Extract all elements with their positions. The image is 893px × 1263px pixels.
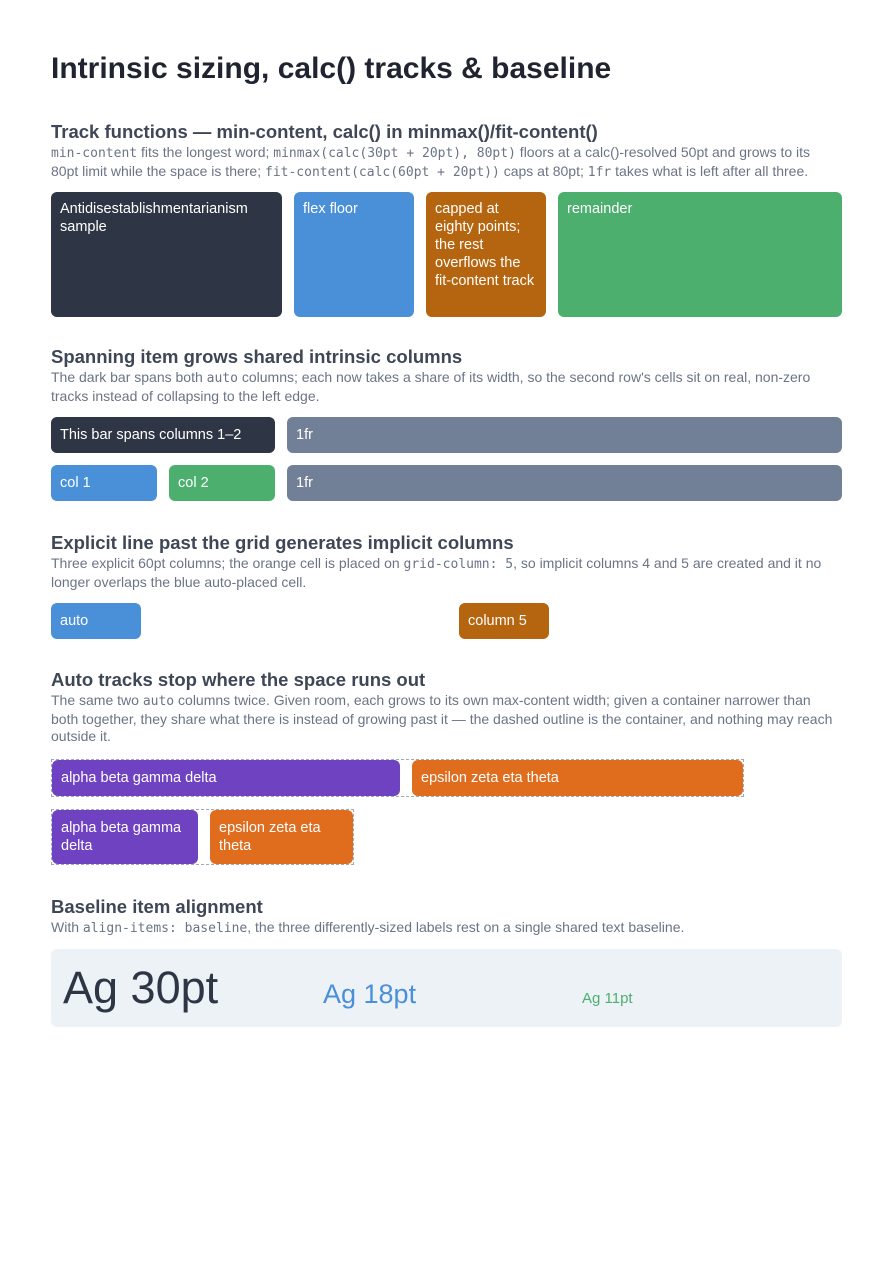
fr-cell-2: 1fr <box>287 465 842 501</box>
spanning-bar: This bar spans columns 1–2 <box>51 417 275 453</box>
col-1-cell: col 1 <box>51 465 157 501</box>
section-heading-auto-tracks: Auto tracks stop where the space runs out <box>51 669 426 690</box>
inline-code: min-content <box>51 146 138 161</box>
section-heading-track-functions: Track functions — min-content, calc() in minmax()/fit-content() <box>51 121 598 142</box>
desc-text: columns; each now takes a share of its width, so the second row's cells sit on real, non-zero tracks instead of collapsing to the left edge. <box>51 369 811 404</box>
inline-code: align-items: baseline <box>82 920 248 936</box>
desc-text: With <box>51 918 83 935</box>
section-heading-implicit: Explicit line past the grid generates implicit columns <box>51 532 514 553</box>
spanning-grid-row-1 <box>51 417 842 453</box>
baseline-label-30pt: Ag 30pt <box>63 962 219 1013</box>
spanning-grid-row-2 <box>51 465 842 501</box>
min-content-cell: Antidisestablishmentarianism sample <box>51 192 282 317</box>
fr-cell-1: 1fr <box>287 417 842 453</box>
desc-text: caps at 80pt; <box>499 162 588 179</box>
spanning-grid <box>51 417 842 501</box>
desc-text: floors at a calc()-resolved 50pt and grows to its 80pt limit while the space is there; <box>51 144 811 179</box>
desc-text: , the three differently-sized labels rest on a single shared text baseline. <box>247 918 685 935</box>
desc-text: fits the longest word; <box>137 144 274 160</box>
desc-text: Three explicit 60pt columns; the orange cell is placed on <box>51 555 404 571</box>
auto-placed-cell: auto <box>51 603 141 639</box>
baseline-label-11pt: Ag 11pt <box>582 990 633 1007</box>
section-desc-baseline <box>51 919 841 938</box>
inline-code: fit-content(calc(60pt + 20pt)) <box>265 164 500 180</box>
page-title: Intrinsic sizing, calc() tracks & baseline <box>51 52 612 85</box>
epsilon-cell-wide: epsilon zeta eta theta <box>412 760 743 796</box>
inline-code: minmax(calc(30pt + 20pt), 80pt) <box>273 146 516 161</box>
narrow-container <box>51 809 354 865</box>
desc-text: takes what is left after all three. <box>611 162 809 179</box>
flex-floor-cell: flex floor <box>294 192 414 317</box>
track-functions-grid <box>51 192 842 317</box>
desc-text: The same two <box>51 692 143 708</box>
alpha-cell-wide: alpha beta gamma delta <box>52 760 400 796</box>
remainder-cell: remainder <box>558 192 842 317</box>
epsilon-cell-narrow: epsilon zeta eta theta <box>210 810 353 864</box>
inline-code: auto <box>206 371 238 386</box>
desc-text: , so implicit columns 4 and 5 are created and it no longer overlaps the blue auto-placed cell. <box>51 555 822 590</box>
inline-code: grid-column: 5 <box>403 557 514 572</box>
fit-content-cell: capped at eighty points; the rest overflows the fit-content track <box>426 192 546 317</box>
section-heading-baseline: Baseline item alignment <box>51 895 263 917</box>
wide-container <box>51 759 744 797</box>
baseline-row <box>51 949 842 1027</box>
implicit-grid <box>51 603 842 639</box>
section-heading-spanning: Spanning item grows shared intrinsic columns <box>51 346 463 367</box>
desc-text: The dark bar spans both <box>51 369 207 385</box>
col-2-cell: col 2 <box>169 465 275 501</box>
alpha-cell-narrow: alpha beta gamma delta <box>52 810 198 864</box>
section-desc-implicit <box>51 555 841 591</box>
inline-code: auto <box>142 694 175 709</box>
section-desc-spanning <box>51 369 841 405</box>
inline-code: 1fr <box>587 164 612 180</box>
column-5-cell: column 5 <box>459 603 549 639</box>
section-desc-auto-tracks <box>51 692 841 746</box>
section-desc-track-functions <box>51 144 841 181</box>
desc-text: columns twice. Given room, each grows to its own max-content width; given a container narrower than both together, they share what there is instead of growing past it — the dashed outline is the container, and nothing may reach outside it. <box>51 692 833 744</box>
baseline-label-18pt: Ag 18pt <box>323 979 417 1009</box>
